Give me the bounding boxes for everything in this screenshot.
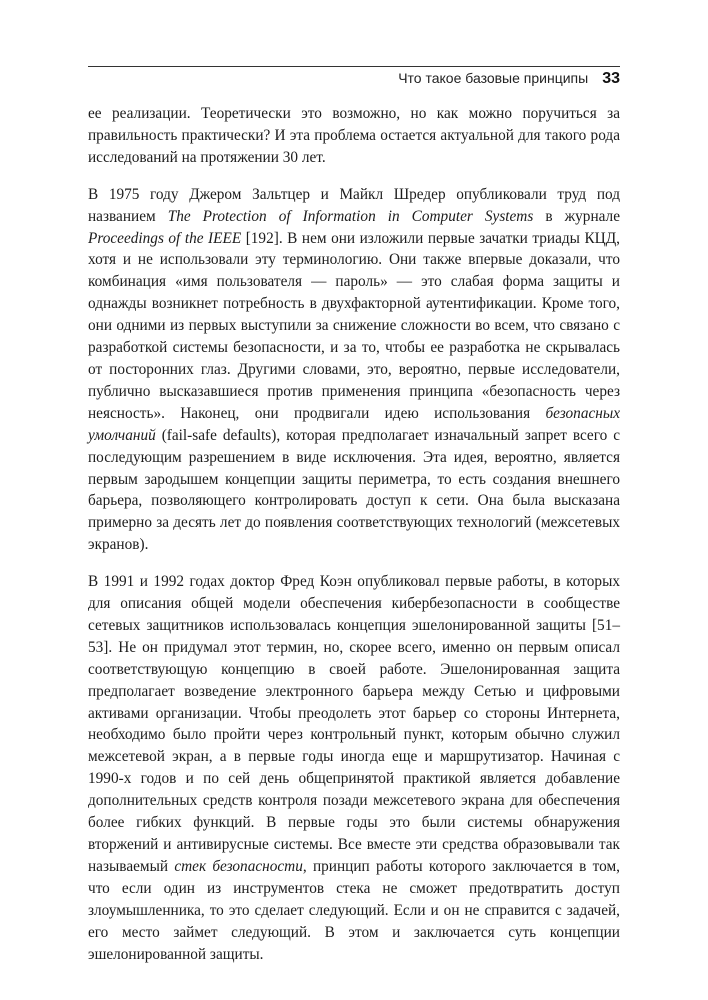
journal-title-italic: Proceedings of the IEEE xyxy=(88,229,242,247)
paragraph-3-text-1: В 1991 и 1992 годах доктор Фред Коэн опубликовал первые работы, в которых для описания общей модели обеспечения кибербезопасности в сообществе сетевых защитников использовалась концепция эшелонированной защиты [51–53]. Не он придумал этот термин, но, скорее всего, именно он первым описал соответствующую концепцию в своей работе. Эшелонированная защита предполагает возведение электронного барьера между Сетью и цифровыми активами организации. Чтобы преодолеть этот барьер со стороны Интернета, необходимо было пройти через контрольный пункт, которым обычно служил межсетевой экран, а в первые годы иногда еще и маршрутизатор. Начиная с 1990-х годов и по сей день общепринятой практикой является добавление дополнительных средств контроля позади межсетевого экрана для обеспечения более гибких функций. В первые годы это были системы обнаружения вторжений и антивирусные системы. Все вместе эти средства образовывали так называемый xyxy=(88,573,620,875)
paragraph-2 xyxy=(88,184,620,556)
running-title: Что такое базовые принципы xyxy=(398,70,589,86)
page-number: 33 xyxy=(602,70,620,87)
paragraph-2-text-4: (fail-safe defaults), которая предполагает изначальный запрет всего с последующим разрешением в виде исключения. Эта идея, вероятно, является первым зародышем концепции защиты периметра, то есть создания внешнего барьера, позволяющего контролировать доступ к сети. Она была высказана примерно за десять лет до появления соответствующих технологий (межсетевых экранов). xyxy=(88,426,620,554)
paragraph-3 xyxy=(88,571,620,965)
paper-title-italic: The Protection of Information in Computer Systems xyxy=(167,207,534,225)
paragraph-2-text-1: В 1975 году Джером Зальтцер и Майкл Шредер опубликовали труд под названием xyxy=(88,185,620,225)
paragraph-3-text-2: , принцип работы которого заключается в том, что если один из инструментов стека не сможет предотвратить доступ злоумышленника, то это сделает следующий. Если и он не справится с задачей, его место займет следующий. В этом и заключается суть концепции эшелонированной защиты. xyxy=(88,857,620,963)
term-security-stack-italic: стек безопасности xyxy=(174,857,303,875)
term-fail-safe-italic: безопасных умолчаний xyxy=(88,404,620,444)
body-text xyxy=(88,103,620,965)
running-head xyxy=(398,70,620,92)
paragraph-1: ее реализации. Теоретически это возможно, но как можно поручиться за правильность практически? И эта проблема остается актуальной для такого рода исследований на протяжении 30 лет. xyxy=(88,105,620,166)
paragraph-2-text-3: [192]. В нем они изложили первые зачатки триады КЦД, хотя и не использовали эту терминологию. Они также впервые доказали, что комбинация «имя пользователя — пароль» — это слабая форма защиты и однажды возникнет потребность в двухфакторной аутентификации. Кроме того, они одними из первых выступили за снижение сложности во всем, что связано с разработкой системы безопасности, и за то, чтобы ее разработка не скрывалась от посторонних глаз. Другими словами, это, вероятно, первые исследователи, публично высказавшиеся против применения принципа «безопасность через неясность». Наконец, они продвигали идею использования xyxy=(88,229,620,422)
header-rule xyxy=(88,66,620,67)
paragraph-2-text-2: в журнале xyxy=(533,207,620,225)
